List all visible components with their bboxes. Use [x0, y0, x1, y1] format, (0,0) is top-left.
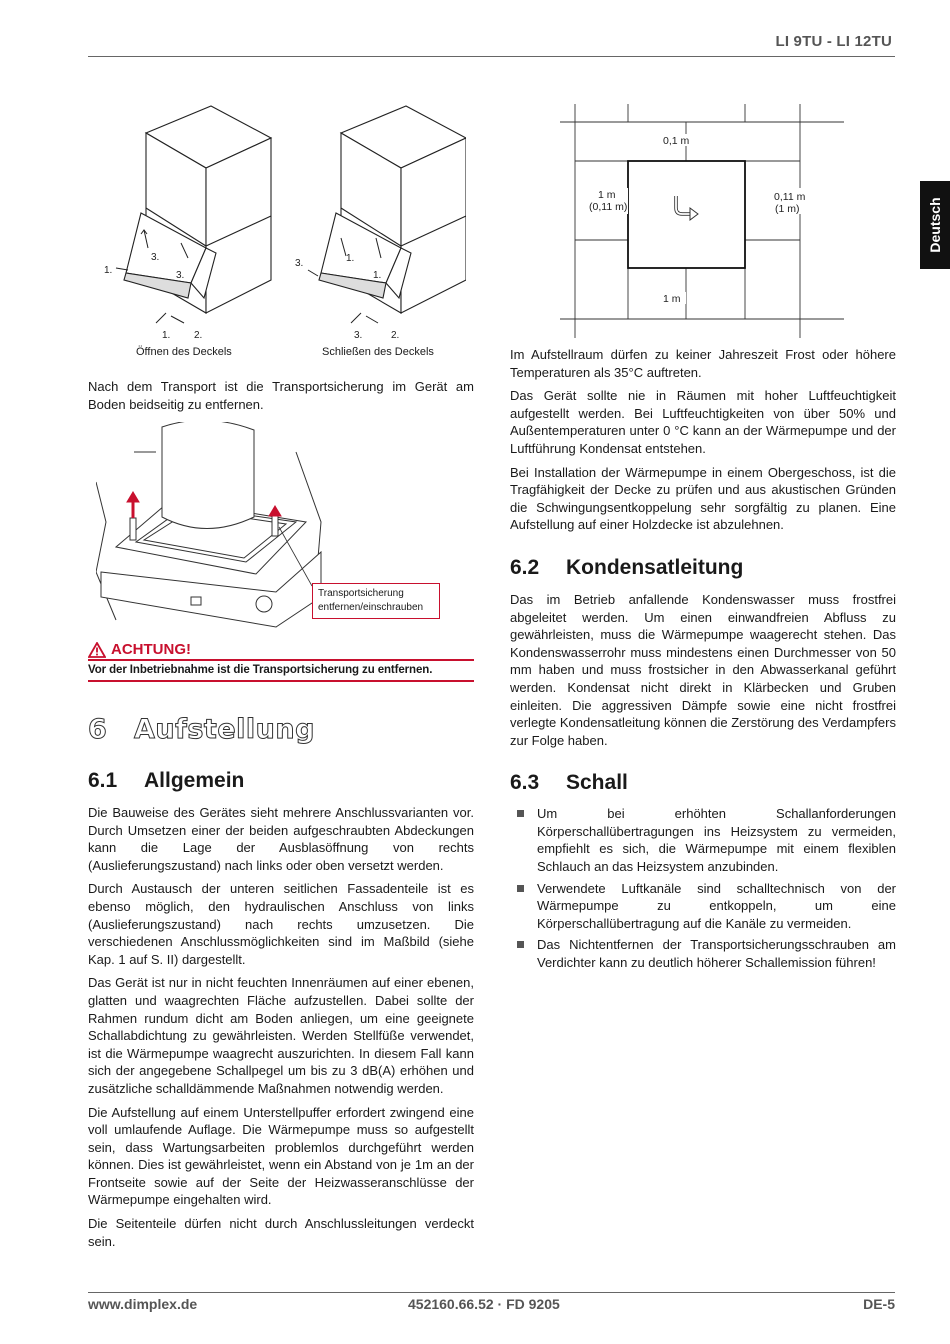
lid-figure — [96, 98, 466, 346]
caption-open-lid: Öffnen des Deckels — [136, 346, 232, 358]
paragraph: Die Seitenteile dürfen nicht durch Anschlussleitungen verdeckt sein. — [88, 1216, 474, 1249]
header-divider — [88, 56, 895, 57]
lid-close-step-1b: 1. — [373, 270, 382, 281]
warning-triangle-icon — [88, 642, 106, 658]
chapter-title: Aufstellung — [134, 714, 315, 745]
section-6-1-heading — [88, 769, 474, 793]
clearance-left-alt-label: (0,11 m) — [589, 201, 628, 213]
footer-website[interactable]: www.dimplex.de — [88, 1296, 198, 1312]
lid-open-step-3: 3. — [151, 252, 160, 263]
caption-close-lid: Schließen des Deckels — [322, 346, 434, 358]
paragraph: Das Gerät ist nur in nicht feuchten Innenräumen auf einer ebenen, glatten und waagrechten Fläche aufzustellen. Dabei sollte der Rahmen rundum dicht am Boden anliegen, um eine geeignete Schallabdichtung zu gewährleisten. Werden Stellfüße verwendet, ist die Wärmepumpe waagrecht auszurichten. In diesem Fall kann sich der angegebene Schallpegel um bis zu 3 dB(A) erhöhen und zusätzliche schalldämmende Maßnahmen notwendig werden. — [88, 975, 474, 1096]
chapter-number: 6 — [88, 714, 108, 745]
lid-open-step-3b: 3. — [176, 270, 185, 281]
warning-header — [88, 641, 474, 661]
language-tab-label: Deutsch — [927, 197, 943, 253]
section-6-2-number: 6.2 — [510, 555, 540, 579]
chapter-heading — [88, 714, 315, 745]
list-item: Das Nichtentfernen der Transportsicherungsschrauben am Verdichter kann zu deutlich höherer Schallemission führen! — [510, 936, 896, 971]
document-title: LI 9TU - LI 12TU — [775, 33, 892, 50]
footer-divider — [88, 1292, 895, 1293]
paragraph: Im Aufstellraum dürfen zu keiner Jahreszeit Frost oder höhere Temperaturen als 35°C auftreten. — [510, 347, 896, 380]
clearance-figure — [560, 104, 844, 338]
paragraph: Durch Austausch der unteren seitlichen Fassadenteile ist es ebenso möglich, den hydraulischen Anschluss von links (Auslieferungszustand) nach rechts umzusetzen. Die verschiedenen Anschlussmöglichkeiten sind im Maßbild (siehe Kap. 1 auf S. II) dargestellt. — [88, 881, 474, 967]
language-tab — [920, 181, 950, 269]
clearance-diagram — [560, 104, 844, 338]
lid-close-step-1: 1. — [346, 253, 355, 264]
paragraph: Die Aufstellung auf einem Unterstellpuffer erfordert zwingend eine voll umlaufende Auflage. Die Wärmepumpe muss so aufgestellt sein, dass Wartungsarbeiten problemlos durchgeführt werden können. Dies ist gewährleistet, wenn ein Abstand von je 1m an der Frontseite sowie auf der Seite der Heizwasseranschlüsse der Wärmepumpe eingehalten wird. — [88, 1104, 474, 1208]
paragraph: Die Bauweise des Gerätes sieht mehrere Anschlussvarianten vor. Durch Umsetzen einer der beiden aufgeschraubten Abdeckungen kann die Lage der Ausblasöffnung von rechts (Auslieferungszustand) nach links oder oben versetzt werden. — [88, 805, 474, 873]
footer-page-number: DE-5 — [863, 1296, 895, 1312]
section-6-2-title: Kondensatleitung — [566, 555, 744, 579]
section-6-3-heading — [510, 771, 896, 795]
section-6-3-number: 6.3 — [510, 771, 540, 795]
lid-open-step-1b: 1. — [162, 330, 171, 341]
lid-illustration — [96, 98, 466, 346]
section-6-1-number: 6.1 — [88, 769, 118, 792]
list-item: Verwendete Luftkanäle sind schalltechnisch von der Wärmepumpe zu entkoppeln, um eine Körperschallübertragung auf die Kanäle zu vermeiden. — [510, 880, 896, 933]
section-6-3-title: Schall — [566, 771, 628, 795]
lid-close-step-3b: 3. — [354, 330, 363, 341]
paragraph: Das Gerät sollte nie in Räumen mit hoher Luftfeuchtigkeit aufgestellt werden. Bei Luftfeuchtigkeiten von über 50% und Außentemperaturen unter 0 °C kann an der Wärmepumpe und der Luftführung Kondensat entstehen. — [510, 388, 896, 456]
clearance-top-label: 0,1 m — [663, 135, 690, 147]
lid-open-step-2: 2. — [194, 330, 203, 341]
transport-paragraph: Nach dem Transport ist die Transportsicherung im Gerät am Boden beidseitig zu entfernen. — [88, 379, 474, 412]
paragraph: Das im Betrieb anfallende Kondenswasser muss frostfrei abgeleitet werden. Um einen einwandfreien Abfluss zu gewährleisten, muss die Wärmepumpe waagerecht stehen. Das Kondenswasserrohr muss mindestens einen Durchmesser von 50 mm haben und muss frostsicher in den Abwasserkanal geführt werden. Kondensat nicht direkt in Klärbecken und Gruben einleiten. Die aggressiven Dämpfe sowie eine nicht frostfrei verlegte Kondensatleitung können die Zerstörung des Verdampfers zur Folge haben. — [510, 591, 896, 748]
sound-bullet-list — [510, 805, 896, 971]
clearance-bottom-label: 1 m — [663, 293, 681, 305]
transport-callout: Transportsicherung entfernen/einschrauben — [312, 583, 440, 619]
lid-open-step-1: 1. — [104, 265, 113, 276]
section-6-2-heading — [510, 556, 896, 580]
lid-close-step-3: 3. — [295, 258, 304, 269]
paragraph: Bei Installation der Wärmepumpe in einem Obergeschoss, ist die Tragfähigkeit der Decke zu prüfen und aus akustischen Gründen die Schwingungsentkoppelung sehr sorgfältig zu planen. Eine Aufstellung auf einer Holzdecke ist abzulehnen. — [510, 464, 896, 533]
section-allgemein — [88, 769, 474, 1256]
warning-box — [88, 641, 474, 682]
footer-doc-number: 452160.66.52 · FD 9205 — [408, 1296, 560, 1312]
list-item: Um bei erhöhten Schallanforderungen Körperschallübertragungen ins Heizsystem zu vermeiden, empfiehlt es sich, die Wärmepumpe mit einem flexiblen Schlauch an das Heizsystem anzubinden. — [510, 805, 896, 875]
warning-text: Vor der Inbetriebnahme ist die Transportsicherung zu entfernen. — [88, 661, 474, 682]
right-column — [510, 346, 896, 976]
warning-title: ACHTUNG! — [111, 641, 191, 658]
section-6-1-title: Allgemein — [144, 769, 245, 792]
clearance-right-label: 0,11 m — [774, 191, 806, 203]
clearance-left-label: 1 m — [598, 189, 616, 201]
clearance-right-alt-label: (1 m) — [775, 203, 800, 215]
lid-close-step-2: 2. — [391, 330, 400, 341]
transport-figure — [96, 422, 336, 630]
transport-illustration — [96, 422, 336, 630]
